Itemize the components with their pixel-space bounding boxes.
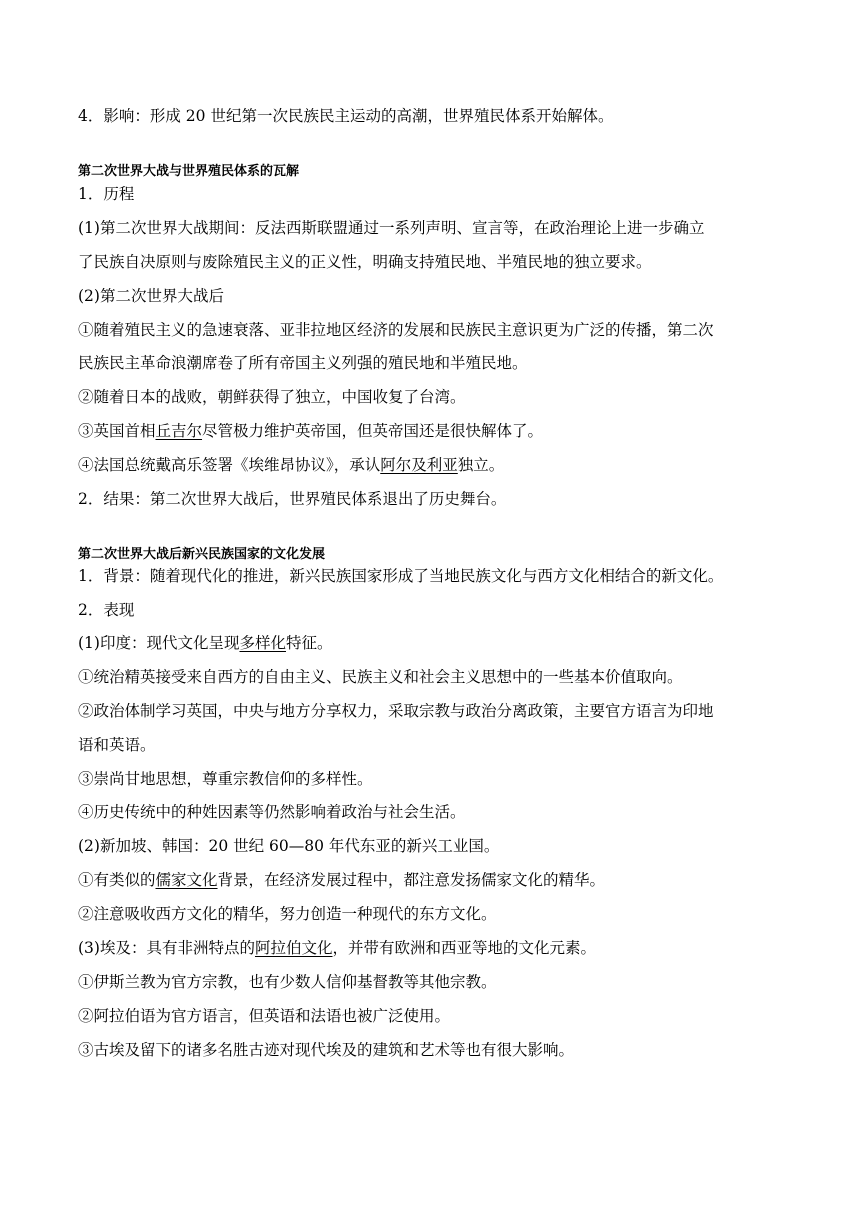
- text-line: [78, 870, 605, 890]
- text-segment: 独立。: [457, 456, 505, 474]
- text-line: ②注意吸收西方文化的精华，努力创造一种现代的东方文化。: [78, 905, 497, 923]
- underlined-term: 阿拉伯文化: [254, 939, 333, 957]
- text-line: ②阿拉伯语为官方语言，但英语和法语也被广泛使用。: [78, 1007, 451, 1025]
- text-line: 2．结果：第二次世界大战后，世界殖民体系退出了历史舞台。: [78, 490, 507, 508]
- text-line: [78, 455, 504, 475]
- text-line: ④历史传统中的种姓因素等仍然影响着政治与社会生活。: [78, 803, 466, 821]
- text-line: ②政治体制学习英国，中央与地方分享权力，采取宗教与政治分离政策，主要官方语言为印地: [78, 702, 714, 720]
- text-line: (2)第二次世界大战后: [78, 287, 224, 305]
- text-line: (1)第二次世界大战期间：反法西斯联盟通过一系列声明、宣言等，在政治理论上进一步确立: [78, 219, 705, 237]
- underlined-term: 阿尔及利亚: [380, 456, 458, 474]
- text-segment: (3)埃及：具有非洲特点的: [78, 939, 255, 957]
- text-line: ③古埃及留下的诸多名胜古迹对现代埃及的建筑和艺术等也有很大影响。: [78, 1041, 575, 1059]
- text-line: ③崇尚甘地思想，尊重宗教信仰的多样性。: [78, 770, 373, 788]
- text-segment: ③英国首相: [78, 422, 156, 440]
- text-segment: ①有类似的: [78, 871, 156, 889]
- text-line: [78, 633, 333, 653]
- section-title-colonial-collapse: 第二次世界大战与世界殖民体系的瓦解: [78, 164, 300, 179]
- text-line: 1．历程: [78, 185, 135, 203]
- text-line: [78, 421, 543, 441]
- text-segment: 特征。: [285, 634, 333, 652]
- text-line: 语和英语。: [78, 736, 156, 754]
- text-segment: (1)印度：现代文化呈现: [78, 634, 240, 652]
- text-line: ①随着殖民主义的急速衰落、亚非拉地区经济的发展和民族民主意识更为广泛的传播，第二次: [78, 321, 714, 339]
- text-line: ①统治精英接受来自西方的自由主义、民族主义和社会主义思想中的一些基本价值取向。: [78, 668, 683, 686]
- text-line: 民族民主革命浪潮席卷了所有帝国主义列强的殖民地和半殖民地。: [78, 354, 528, 372]
- text-segment: ④法国总统戴高乐签署《埃维昂协议》，承认: [78, 456, 381, 474]
- underlined-term: 多样化: [239, 634, 286, 652]
- text-line: 了民族自决原则与废除殖民主义的正义性，明确支持殖民地、半殖民地的独立要求。: [78, 253, 652, 271]
- text-line: [78, 938, 596, 958]
- text-line: 1．背景：随着现代化的推进，新兴民族国家形成了当地民族文化与西方文化相结合的新文化。: [78, 567, 724, 585]
- text-line: ②随着日本的战败，朝鲜获得了独立，中国收复了台湾。: [78, 388, 466, 406]
- text-line: ①伊斯兰教为官方宗教，也有少数人信仰基督教等其他宗教。: [78, 973, 497, 991]
- text-segment: ，并带有欧洲和西亚等地的文化元素。: [332, 939, 596, 957]
- text-line: 2．表现: [78, 601, 135, 619]
- text-segment: 尽管极力维护英帝国，但英帝国还是很快解体了。: [202, 422, 544, 440]
- text-line: (2)新加坡、韩国：20 世纪 60—80 年代东亚的新兴工业国。: [78, 837, 500, 855]
- text-segment: 背景，在经济发展过程中，都注意发扬儒家文化的精华。: [217, 871, 606, 889]
- underlined-term: 丘吉尔: [155, 422, 203, 440]
- impact-line: 4．影响：形成 20 世纪第一次民族民主运动的高潮，世界殖民体系开始解体。: [78, 107, 614, 125]
- underlined-term: 儒家文化: [155, 871, 218, 889]
- section-title-cultural-development: 第二次世界大战后新兴民族国家的文化发展: [78, 547, 326, 562]
